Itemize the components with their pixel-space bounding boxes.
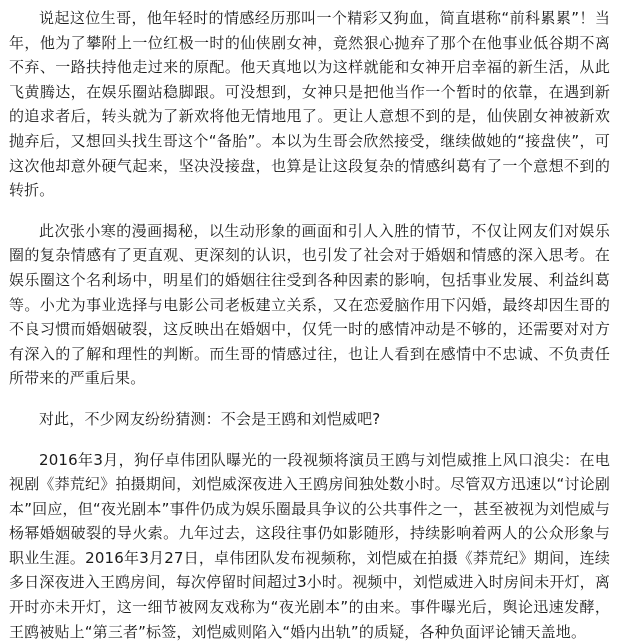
article-paragraph: 说起这位生哥，他年轻时的情感经历那叫一个精彩又狗血，简直堪称“前科累累”！当年，他为了攀附上一位红极一时的仙侠剧女神，竟然狠心抛弃了那个在他事业低谷期不离不弃、一路扶持他走过来的原配。他天真地以为这样就能和女神开启幸福的新生活，从此飞黄腾达，在娱乐圈站稳脚跟。可没想到，女神只是把他当作一个暂时的依靠，在遇到新的追求者后，转头就为了新欢将他无情地甩了。更让人意想不到的是，仙侠剧女神被新欢抛弃后，又想回头找生哥这个“备胎”。本以为生哥会欣然接受，继续做她的“接盘侠”，可这次他却意外硬气起来，坚决没接盘，也算是让这段复杂的情感纠葛有了一个意想不到的转折。 (9, 6, 610, 203)
article-paragraph: 2016年3月，狗仔卓伟团队曝光的一段视频将演员王鸥与刘恺威推上风口浪尖：在电视剧《莽荒纪》拍摄期间，刘恺威深夜进入王鸥房间独处数小时。尽管双方迅速以“讨论剧本”回应，但“夜光剧本”事件仍成为娱乐圈最具争议的公共事件之一，甚至被视为刘恺威与杨幂婚姻破裂的导火索。九年过去，这段往事仍如影随形，持续影响着两人的公众形象与职业生涯。2016年3月27日，卓伟团队发布视频称，刘恺威在拍摄《莽荒纪》期间，连续多日深夜进入王鸥房间，每次停留时间超过3小时。视频中，刘恺威进入时房间未开灯，离开时亦未开灯，这一细节被网友戏称为“夜光剧本”的由来。事件曝光后，舆论迅速发酵，王鸥被贴上“第三者”标签，刘恺威则陷入“婚内出轨”的质疑，各种负面评论铺天盖地。 (9, 448, 610, 644)
article-paragraph: 对此，不少网友纷纷猜测：不会是王鸥和刘恺威吧? (9, 407, 610, 432)
article-paragraph: 此次张小寒的漫画揭秘，以生动形象的画面和引人入胜的情节，不仅让网友们对娱乐圈的复杂情感有了更直观、更深刻的认识，也引发了社会对于婚姻和情感的深入思考。在娱乐圈这个名利场中，明星们的婚姻往往受到各种因素的影响，包括事业发展、利益纠葛等。小尤为事业选择与电影公司老板建立关系，又在恋爱脑作用下闪婚，最终却因生哥的不良习惯而婚姻破裂，这反映出在婚姻中，仅凭一时的感情冲动是不够的，还需要对对方有深入的了解和理性的判断。而生哥的情感过往，也让人看到在感情中不忠诚、不负责任所带来的严重后果。 (9, 219, 610, 391)
article-body (9, 6, 610, 644)
